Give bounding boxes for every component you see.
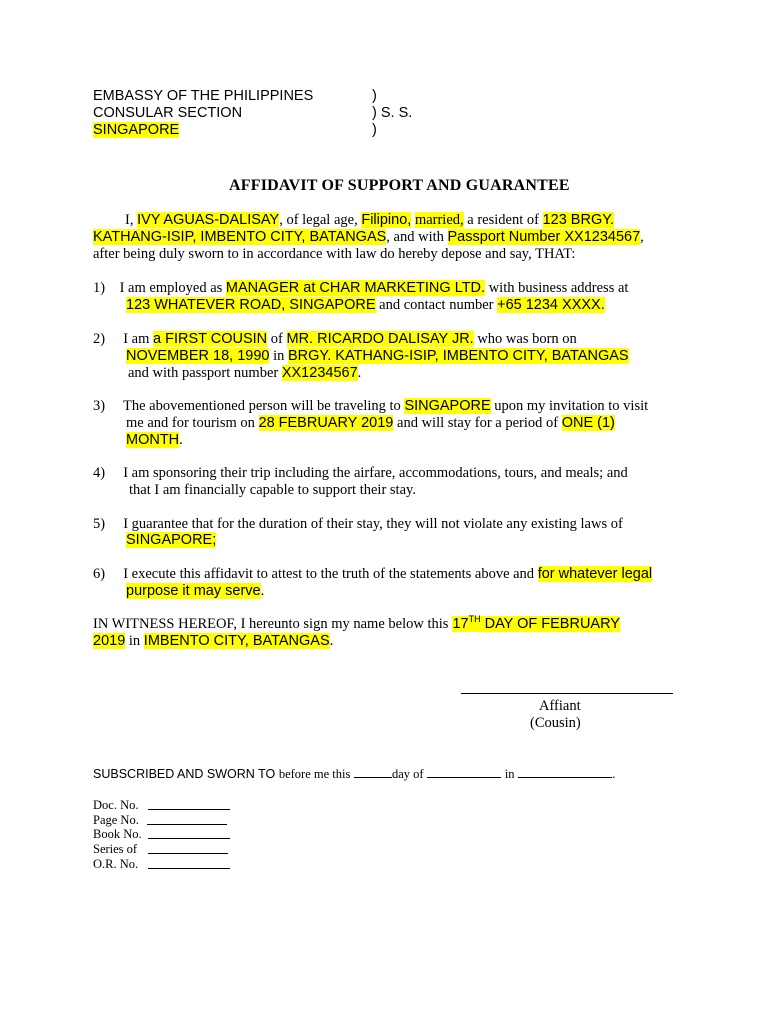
relationship: a FIRST COUSIN <box>153 331 268 347</box>
notary-book-blank[interactable] <box>148 838 230 839</box>
purpose-part-2: purpose it may serve <box>126 583 261 599</box>
intro-line-1 <box>125 212 614 229</box>
nationality: Filipino, <box>361 212 412 228</box>
witness-day-suffix: TH <box>468 614 481 625</box>
item-text: . <box>260 583 265 599</box>
intro-text: , <box>640 229 644 245</box>
item-3-line-2 <box>126 415 615 432</box>
witness-place: IMBENTO CITY, BATANGAS <box>143 633 330 649</box>
intro-line-3 <box>93 246 575 263</box>
subscribed-text: before me this <box>278 767 351 781</box>
item-text: that I am financially capable to support their stay. <box>129 482 416 498</box>
header-bracket-3: ) <box>372 122 377 138</box>
guest-passport: XX1234567 <box>281 365 358 381</box>
purpose-part-1: for whatever legal <box>537 566 653 582</box>
item-text: with business address at <box>488 280 629 296</box>
item-text: . <box>357 365 362 381</box>
item-6-line-2 <box>126 583 264 600</box>
notary-doc-blank[interactable] <box>148 809 230 810</box>
item-text: upon my invitation to visit <box>494 398 649 414</box>
item-5-line-2 <box>126 532 216 549</box>
notary-or-label: O.R. No. <box>93 857 139 871</box>
item-text: me and for tourism on <box>126 415 255 431</box>
affiant-name: IVY AGUAS-DALISAY <box>137 212 280 228</box>
item-number: 2) <box>93 331 106 347</box>
subscribed-text: day of <box>391 767 424 781</box>
witness-line-2 <box>93 633 333 650</box>
civil-status: married, <box>414 212 464 228</box>
notary-doc-label: Doc. No. <box>93 798 139 812</box>
signature-relation: (Cousin) <box>530 715 581 731</box>
notary-series-label: Series of <box>93 842 138 856</box>
witness-year: 2019 <box>93 633 126 649</box>
witness-day: 17 <box>452 616 469 632</box>
witness-date <box>452 616 620 632</box>
item-text: who was born on <box>477 331 577 347</box>
witness-text: . <box>329 633 334 649</box>
item-4-line-1 <box>93 465 628 482</box>
item-3-line-3 <box>126 432 183 449</box>
month-blank[interactable] <box>427 765 501 778</box>
item-5-line-1 <box>93 516 623 533</box>
item-1-line-2 <box>126 297 605 314</box>
address-part-2: KATHANG-ISIP, IMBENTO CITY, BATANGAS <box>93 229 387 245</box>
stay-duration-part-1: ONE (1) <box>561 415 615 431</box>
item-1-line-1 <box>93 280 628 297</box>
subscribed-text: . <box>612 767 616 781</box>
notary-or-blank[interactable] <box>148 868 230 869</box>
item-text: . <box>179 432 183 448</box>
item-text: I am sponsoring their trip including the airfare, accommodations, tours, and meals; and <box>123 465 628 481</box>
item-number: 6) <box>93 566 106 582</box>
passport-number: Passport Number XX1234567 <box>447 229 641 245</box>
header-consular-text: CONSULAR SECTION <box>93 105 243 121</box>
item-number: 1) <box>93 280 106 296</box>
item-text: The abovementioned person will be traveling to <box>122 398 401 414</box>
guest-birth-date: NOVEMBER 18, 1990 <box>126 348 270 364</box>
intro-text: , of legal age, <box>279 212 358 228</box>
header-bracket-1: ) <box>372 88 377 104</box>
item-4-line-2 <box>129 482 416 499</box>
header-line-consular <box>93 105 242 122</box>
host-country: SINGAPORE; <box>126 532 217 548</box>
business-address: 123 WHATEVER ROAD, SINGAPORE <box>126 297 376 313</box>
item-text: and contact number <box>379 297 494 313</box>
item-text: in <box>273 348 285 364</box>
notary-page-blank[interactable] <box>147 824 227 825</box>
item-number: 4) <box>93 465 106 481</box>
item-text: I am employed as <box>119 280 223 296</box>
intro-text: a resident of <box>467 212 539 228</box>
travel-date: 28 FEBRUARY 2019 <box>258 415 394 431</box>
item-2-line-3 <box>128 365 361 382</box>
item-text: I execute this affidavit to attest to the truth of the statements above and <box>123 566 535 582</box>
contact-number: +65 1234 XXXX. <box>497 297 605 313</box>
place-blank[interactable] <box>518 765 612 778</box>
notary-page-label: Page No. <box>93 813 139 827</box>
signature-line <box>461 693 673 694</box>
intro-text: after being duly sworn to in accordance with law do hereby depose and say, THAT: <box>93 246 576 262</box>
header-line-city <box>93 122 179 139</box>
item-text: I am <box>123 331 150 347</box>
destination: SINGAPORE <box>404 398 491 414</box>
witness-line-1 <box>93 616 620 633</box>
header-bracket-2: ) S. S. <box>372 105 413 121</box>
item-number: 3) <box>93 398 106 414</box>
witness-month: DAY OF FEBRUARY <box>484 616 620 632</box>
item-6-line-1 <box>93 566 652 583</box>
employment: MANAGER at CHAR MARKETING LTD. <box>225 280 486 296</box>
item-2-line-2 <box>126 348 629 365</box>
intro-text: I, <box>125 212 134 228</box>
item-number: 5) <box>93 516 106 532</box>
item-text: and with passport number <box>128 365 279 381</box>
signature-label: Affiant <box>539 698 581 714</box>
item-3-line-1 <box>93 398 648 415</box>
witness-text: IN WITNESS HEREOF, I hereunto sign my name below this <box>93 616 449 632</box>
intro-text: , and with <box>386 229 444 245</box>
header-embassy-text: EMBASSY OF THE PHILIPPINES <box>93 88 314 104</box>
header-city-text: SINGAPORE <box>93 122 180 138</box>
subscribed-text: in <box>504 767 515 781</box>
guest-name: MR. RICARDO DALISAY JR. <box>286 331 474 347</box>
item-text: I guarantee that for the duration of their stay, they will not violate any existing laws of <box>123 516 623 532</box>
document-title: AFFIDAVIT OF SUPPORT AND GUARANTEE <box>229 177 570 194</box>
notary-series-blank[interactable] <box>148 853 228 854</box>
guest-birth-place: BRGY. KATHANG-ISIP, IMBENTO CITY, BATANGAS <box>288 348 629 364</box>
subscribed-text: SUBSCRIBED AND SWORN TO <box>93 767 276 781</box>
subscribed-line <box>93 765 615 783</box>
item-2-line-1 <box>93 331 577 348</box>
item-text: and will stay for a period of <box>397 415 559 431</box>
notary-book-label: Book No. <box>93 827 142 841</box>
intro-line-2 <box>93 229 644 246</box>
witness-text: in <box>128 633 141 649</box>
item-text: of <box>270 331 283 347</box>
stay-duration-part-2: MONTH <box>126 432 180 448</box>
header-line-embassy <box>93 88 313 105</box>
day-blank[interactable] <box>354 765 392 778</box>
address-part-1: 123 BRGY. <box>542 212 615 228</box>
